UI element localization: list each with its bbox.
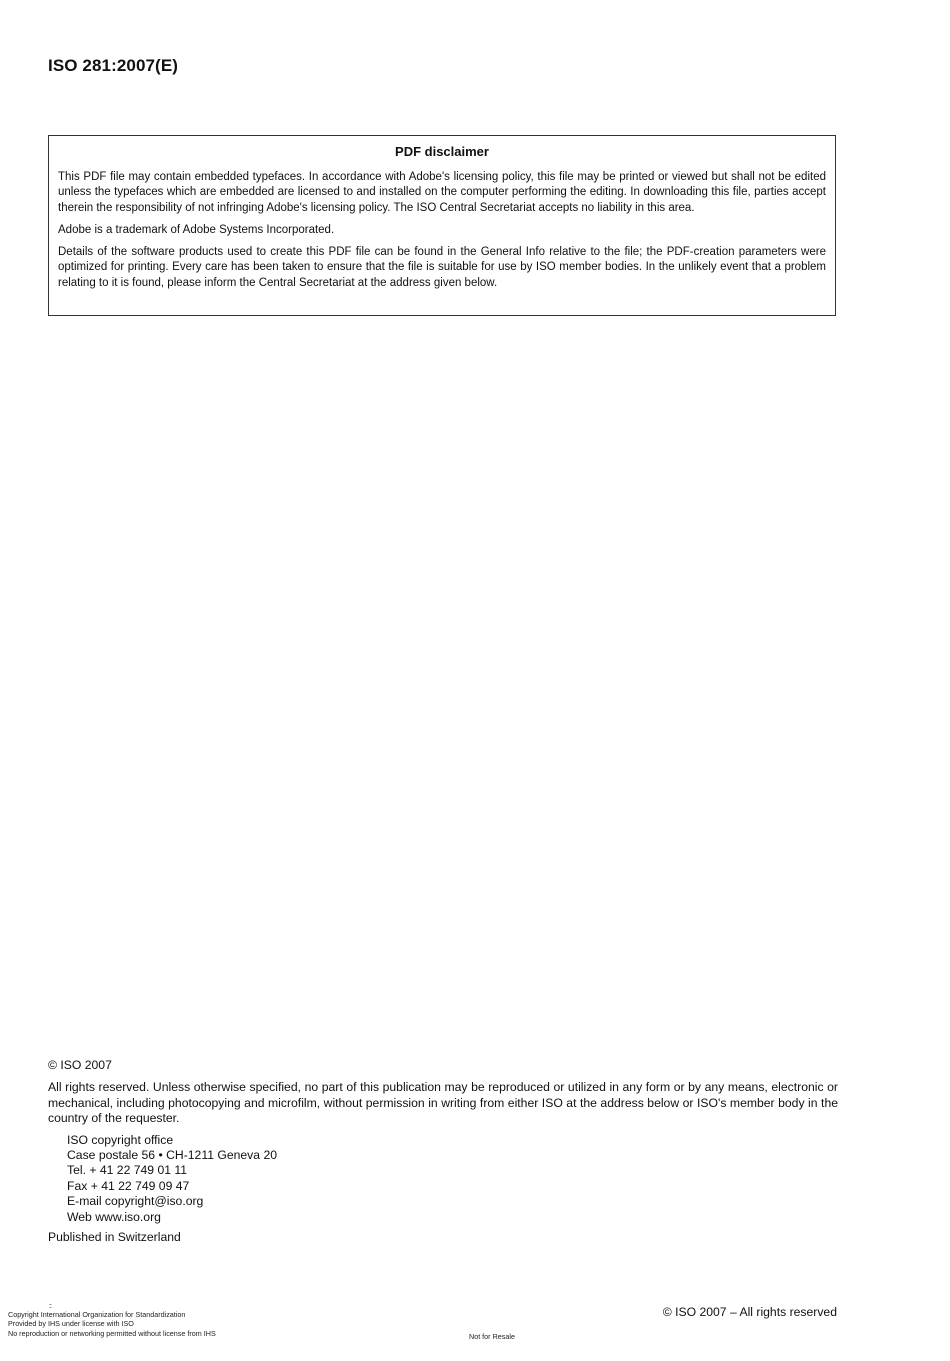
footer-mark: :: xyxy=(49,1303,51,1310)
rights-reserved-text: All rights reserved. Unless otherwise specified, no part of this publication may be reproduced or utilized in any form or by any means, electronic or mechanical, including photocopying and microfilm, without permission in writing from either ISO at the address below or ISO's member body in the country of the requester. xyxy=(48,1080,838,1126)
address-line-tel: Tel. + 41 22 749 01 11 xyxy=(67,1163,188,1178)
footer-license-notice xyxy=(8,1304,216,1338)
copyright-line: © ISO 2007 xyxy=(48,1058,112,1072)
copyright-notice xyxy=(48,1058,838,1245)
address-line-fax: Fax + 41 22 749 09 47 xyxy=(67,1178,190,1193)
published-in-line: Published in Switzerland xyxy=(48,1230,181,1245)
footer-line-provided: Provided by IHS under license with ISO xyxy=(8,1319,134,1329)
address-line-email[interactable]: E-mail copyright@iso.org xyxy=(67,1194,204,1209)
footer-line-copyright: Copyright International Organization for Standardization xyxy=(8,1310,186,1319)
page-footer-copyright: © ISO 2007 – All rights reserved xyxy=(662,1305,837,1319)
footer-line-no-reproduction: No reproduction or networking permitted without license from IHS xyxy=(8,1328,216,1338)
disclaimer-title: PDF disclaimer xyxy=(395,144,489,159)
address-line-office: ISO copyright office xyxy=(67,1132,174,1147)
disclaimer-paragraph-software: Details of the software products used to create this PDF file can be found in the General Info relative to the file; the PDF-creation parameters were optimized for printing. Every care has been taken to ensure that the file is suitable for use by ISO member bodies. In the unlikely event that a problem relating to it is found, please inform the Central Secretariat at the address given below. xyxy=(58,246,826,289)
document-id-header: ISO 281:2007(E) xyxy=(48,56,179,75)
address-line-postal: Case postale 56 • CH-1211 Geneva 20 xyxy=(67,1148,278,1163)
not-for-resale-label: Not for Resale xyxy=(469,1332,515,1341)
address-line-web[interactable]: Web www.iso.org xyxy=(67,1209,161,1224)
copyright-office-address xyxy=(67,1133,838,1225)
disclaimer-paragraph-trademark: Adobe is a trademark of Adobe Systems Incorporated. xyxy=(58,223,335,236)
disclaimer-paragraph-typefaces: This PDF file may contain embedded typefaces. In accordance with Adobe's licensing policy, this file may be printed or viewed but shall not be edited unless the typefaces which are embedded are licensed to and installed on the computer performing the editing. In downloading this file, parties accept therein the responsibility of not infringing Adobe's licensing policy. The ISO Central Secretariat accepts no liability in this area. xyxy=(58,171,826,214)
pdf-disclaimer-box xyxy=(48,135,836,316)
